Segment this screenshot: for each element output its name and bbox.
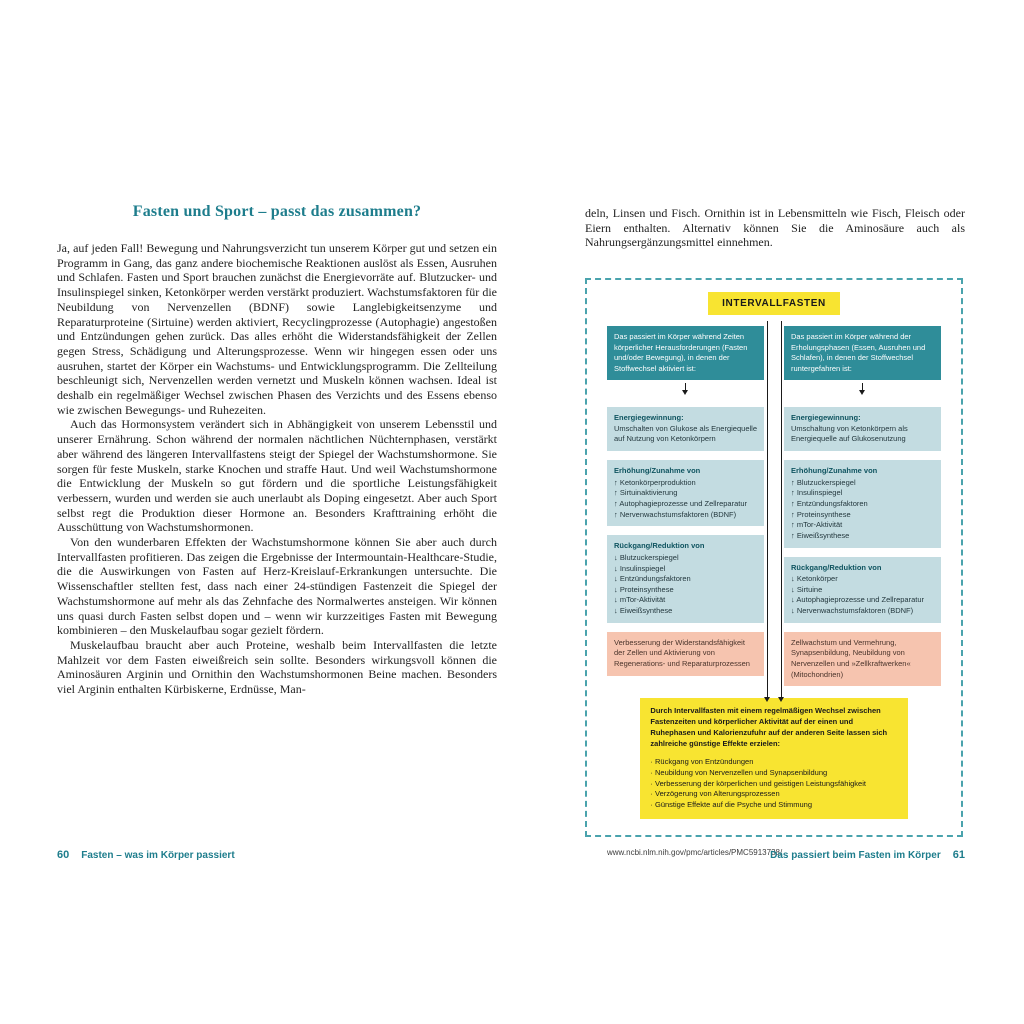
increase-box-recovery (784, 460, 941, 547)
conclusion-bullet: · Verzögerung von Alterungsprozessen (650, 789, 780, 799)
left-page-body (57, 241, 497, 697)
source-url: www.ncbi.nlm.nih.gov/pmc/articles/PMC5913738/ (607, 848, 783, 858)
increase-box-title: Erhöhung/Zunahme von (614, 466, 701, 476)
decrease-item: ↓ Insulinspiegel (614, 563, 666, 573)
increase-list (614, 478, 757, 521)
increase-list (791, 478, 934, 542)
increase-item: ↑ Ketonkörperproduktion (614, 477, 696, 487)
page-number-right: 61 (952, 849, 965, 861)
decrease-item: ↓ Blutzuckerspiegel (614, 552, 679, 562)
increase-item: ↑ Eiweißsynthese (791, 530, 850, 540)
decrease-list (791, 574, 934, 617)
increase-item: ↑ Entzündungsfaktoren (791, 498, 868, 508)
result-box-recovery: Zellwachstum und Vermehrung, Synapsenbildung, Neubildung von Nervenzellen und »Zellkraftwerken« (Mitochondrien) (784, 632, 941, 687)
result-box-activity: Verbesserung der Widerstandsfähigkeit der Zellen und Aktivierung von Regenerations- und Reparaturprozessen (607, 632, 764, 676)
running-title-left: Fasten – was im Körper passiert (81, 850, 235, 861)
decrease-box-title: Rückgang/Reduktion von (791, 562, 882, 572)
conclusion-intro: Durch Intervallfasten mit einem regelmäßigen Wechsel zwischen Fastenzeiten und körperlicher Aktivität auf der einen und Ruhephasen und Kalorienzufuhr auf der anderen Seite lassen sich zahlreiche günstige Effekte erzielen: (650, 706, 888, 748)
energy-box-text: Umschalten von Glukose als Energiequelle auf Nutzung von Ketonkörpern (614, 423, 757, 444)
decrease-item: ↓ Proteinsynthese (614, 584, 674, 594)
conclusion-bullet: · Neubildung von Nervenzellen und Synapsenbildung (650, 767, 828, 777)
decrease-item: ↓ mTor-Aktivität (614, 595, 666, 605)
increase-box-title: Erhöhung/Zunahme von (791, 466, 878, 476)
increase-item: ↑ Sirtuinaktivierung (614, 488, 678, 498)
right-page (585, 206, 965, 857)
decrease-item: ↓ Sirtuine (791, 584, 823, 594)
body-paragraph: Ja, auf jeden Fall! Bewegung und Nahrungsverzicht tun unserem Körper gut und setzen ein Programm in Gang, das ganz andere biochemische Reaktionen auslöst als Essen, Ausruhen und Schlafen. Fasten und Sport brauchen zunächst die Energievorräte auf. Blutzucker- und Insulinspiegel sinken, Ketonkörper werden verstärkt produziert. Wachstumsfaktoren für die Neubildung von Nervenzellen (BDNF) sowie Langlebigkeitsenzyme und Reparaturproteine (Sirtuine) werden aktiviert, Recyclingprozesse (Autophagie) angestoßen und Entzündungen gehen zurück. Das alles erhöht die Widerstandsfähigkeit der Zellen gegen Stress, Schädigung und Alterungsprozesse. Wenn wir hingegen essen oder uns ausruhen, startet der Körper ein Wachstums- und Entwicklungsprogramm. Die Zellteilung beschleunigt sich, Nervenzellen werden vernetzt und Muskeln können wachsen. Ideal ist deshalb ein regelmäßiger Wechsel zwischen Phasen des Verzichts und des Essens ebenso wie zwischen Bewegungs- und Ruhezeiten. (57, 241, 497, 417)
body-paragraph: Von den wunderbaren Effekten der Wachstumshormone können Sie aber auch durch Intervallfasten profitieren. Das zeigen die Ergebnisse der Intermountain-Healthcare-Studie, die die Auswirkungen von Fasten auf Herz-Kreislauf-Erkrankungen untersuchte. Die Wissenschaftler stellten fest, dass nach einer 24-stündigen Fastenzeit die Spiegel der Wachstumshormone auf mehr als das Zehnfache des Normalwertes ansteigen. Wir können uns quasi durch Fasten selbst dopen und – wenn wir kurzzeitiges Fasten mit Bewegung kombinieren – den Muskelaufbau sogar gezielt fördern. (57, 535, 497, 638)
diagram-title: INTERVALLFASTEN (708, 292, 840, 315)
conclusion-bullets (650, 757, 897, 811)
decrease-item: ↓ Nervenwachstumsfaktoren (BDNF) (791, 606, 914, 616)
decrease-box-recovery (784, 557, 941, 623)
decrease-box-activity (607, 535, 764, 622)
long-arrow-down-icon (767, 321, 768, 698)
decrease-item: ↓ Ketonkörper (791, 574, 838, 584)
right-page-footer (770, 849, 965, 861)
energy-box-activity (607, 407, 764, 451)
increase-item: ↑ mTor-Aktivität (791, 520, 843, 530)
chapter-heading: Fasten und Sport – passt das zusammen? (132, 203, 422, 220)
increase-box-activity (607, 460, 764, 526)
energy-box-recovery (784, 407, 941, 451)
increase-item: ↑ Nervenwachstumsfaktoren (BDNF) (614, 509, 737, 519)
conclusion-bullet: · Günstige Effekte auf die Psyche und Stimmung (650, 800, 813, 810)
decrease-item: ↓ Entzündungsfaktoren (614, 574, 691, 584)
body-paragraph: Auch das Hormonsystem verändert sich in Abhängigkeit von unserem Lebensstil und unserer Ernährung. Schon während der normalen nächtlichen Nüchternphasen, verstärkt aber während des längeren Intervallfastens steigt der Spiegel der Wachstumshormone. Sie sorgen für feste Muskeln, starke Knochen und straffe Haut. Und weil Wachstumshormone die Entwicklung der Muskeln so gut fördern und die sportliche Leistungsfähigkeit verbessern, wurden und werden sie auch unerlaubt als Doping eingesetzt. Aber auch Sport selbst regt die Produktion dieser Hormone an. Besonders Krafttraining erhöht die Ausschüttung von Wachstumshormonen. (57, 417, 497, 535)
column-header-recovery: Das passiert im Körper während der Erholungsphasen (Essen, Ausruhen und Schlafen), in denen der Stoffwechsel runtergefahren ist: (784, 326, 941, 380)
increase-item: ↑ Autophagieprozesse und Zellreparatur (614, 498, 748, 508)
decrease-box-title: Rückgang/Reduktion von (614, 541, 705, 551)
conclusion-bullet: · Rückgang von Entzündungen (650, 756, 754, 766)
running-title-right: Das passiert beim Fasten im Körper (770, 850, 941, 861)
diagram-column-activity (607, 326, 764, 686)
page-number-left: 60 (57, 849, 70, 861)
energy-box-title: Energiegewinnung: (791, 413, 861, 423)
diagram-columns (607, 326, 941, 686)
decrease-list (614, 553, 757, 617)
decrease-item: ↓ Autophagieprozesse und Zellreparatur (791, 595, 925, 605)
right-page-intro: deln, Linsen und Fisch. Ornithin ist in Lebensmitteln wie Fisch, Fleisch oder Eiern enthalten. Alternativ können Sie die Aminosäure auch als Nahrungsergänzungsmittel einnehmen. (585, 206, 965, 250)
left-page-footer (57, 849, 235, 861)
conclusion-bullet: · Verbesserung der körperlichen und geistigen Leistungsfähigkeit (650, 778, 866, 788)
increase-item: ↑ Insulinspiegel (791, 488, 843, 498)
long-arrow-down-icon (781, 321, 782, 698)
intervallfasten-diagram (585, 278, 963, 837)
conclusion-box (640, 698, 907, 819)
increase-item: ↑ Blutzuckerspiegel (791, 477, 856, 487)
body-paragraph: Muskelaufbau braucht aber auch Proteine, weshalb beim Intervallfasten die letzte Mahlzeit vor dem Fasten eiweißreich sein sollte. Besonders wirkungsvoll können die Aminosäuren Arginin und Ornithin den Wachstumshormonen Beine machen. Besonders viel Arginin enthalten Kürbiskerne, Erdnüsse, Man- (57, 637, 497, 697)
column-header-activity: Das passiert im Körper während Zeiten körperlicher Herausforderungen (Fasten und/oder Bewegung), in denen der Stoffwechsel aktiviert ist: (607, 326, 764, 380)
diagram-column-recovery (784, 326, 941, 686)
left-page (57, 203, 497, 697)
decrease-item: ↓ Eiweißsynthese (614, 606, 673, 616)
increase-item: ↑ Proteinsynthese (791, 509, 851, 519)
energy-box-title: Energiegewinnung: (614, 413, 684, 423)
energy-box-text: Umschaltung von Ketonkörpern als Energiequelle auf Glukosenutzung (791, 423, 908, 444)
